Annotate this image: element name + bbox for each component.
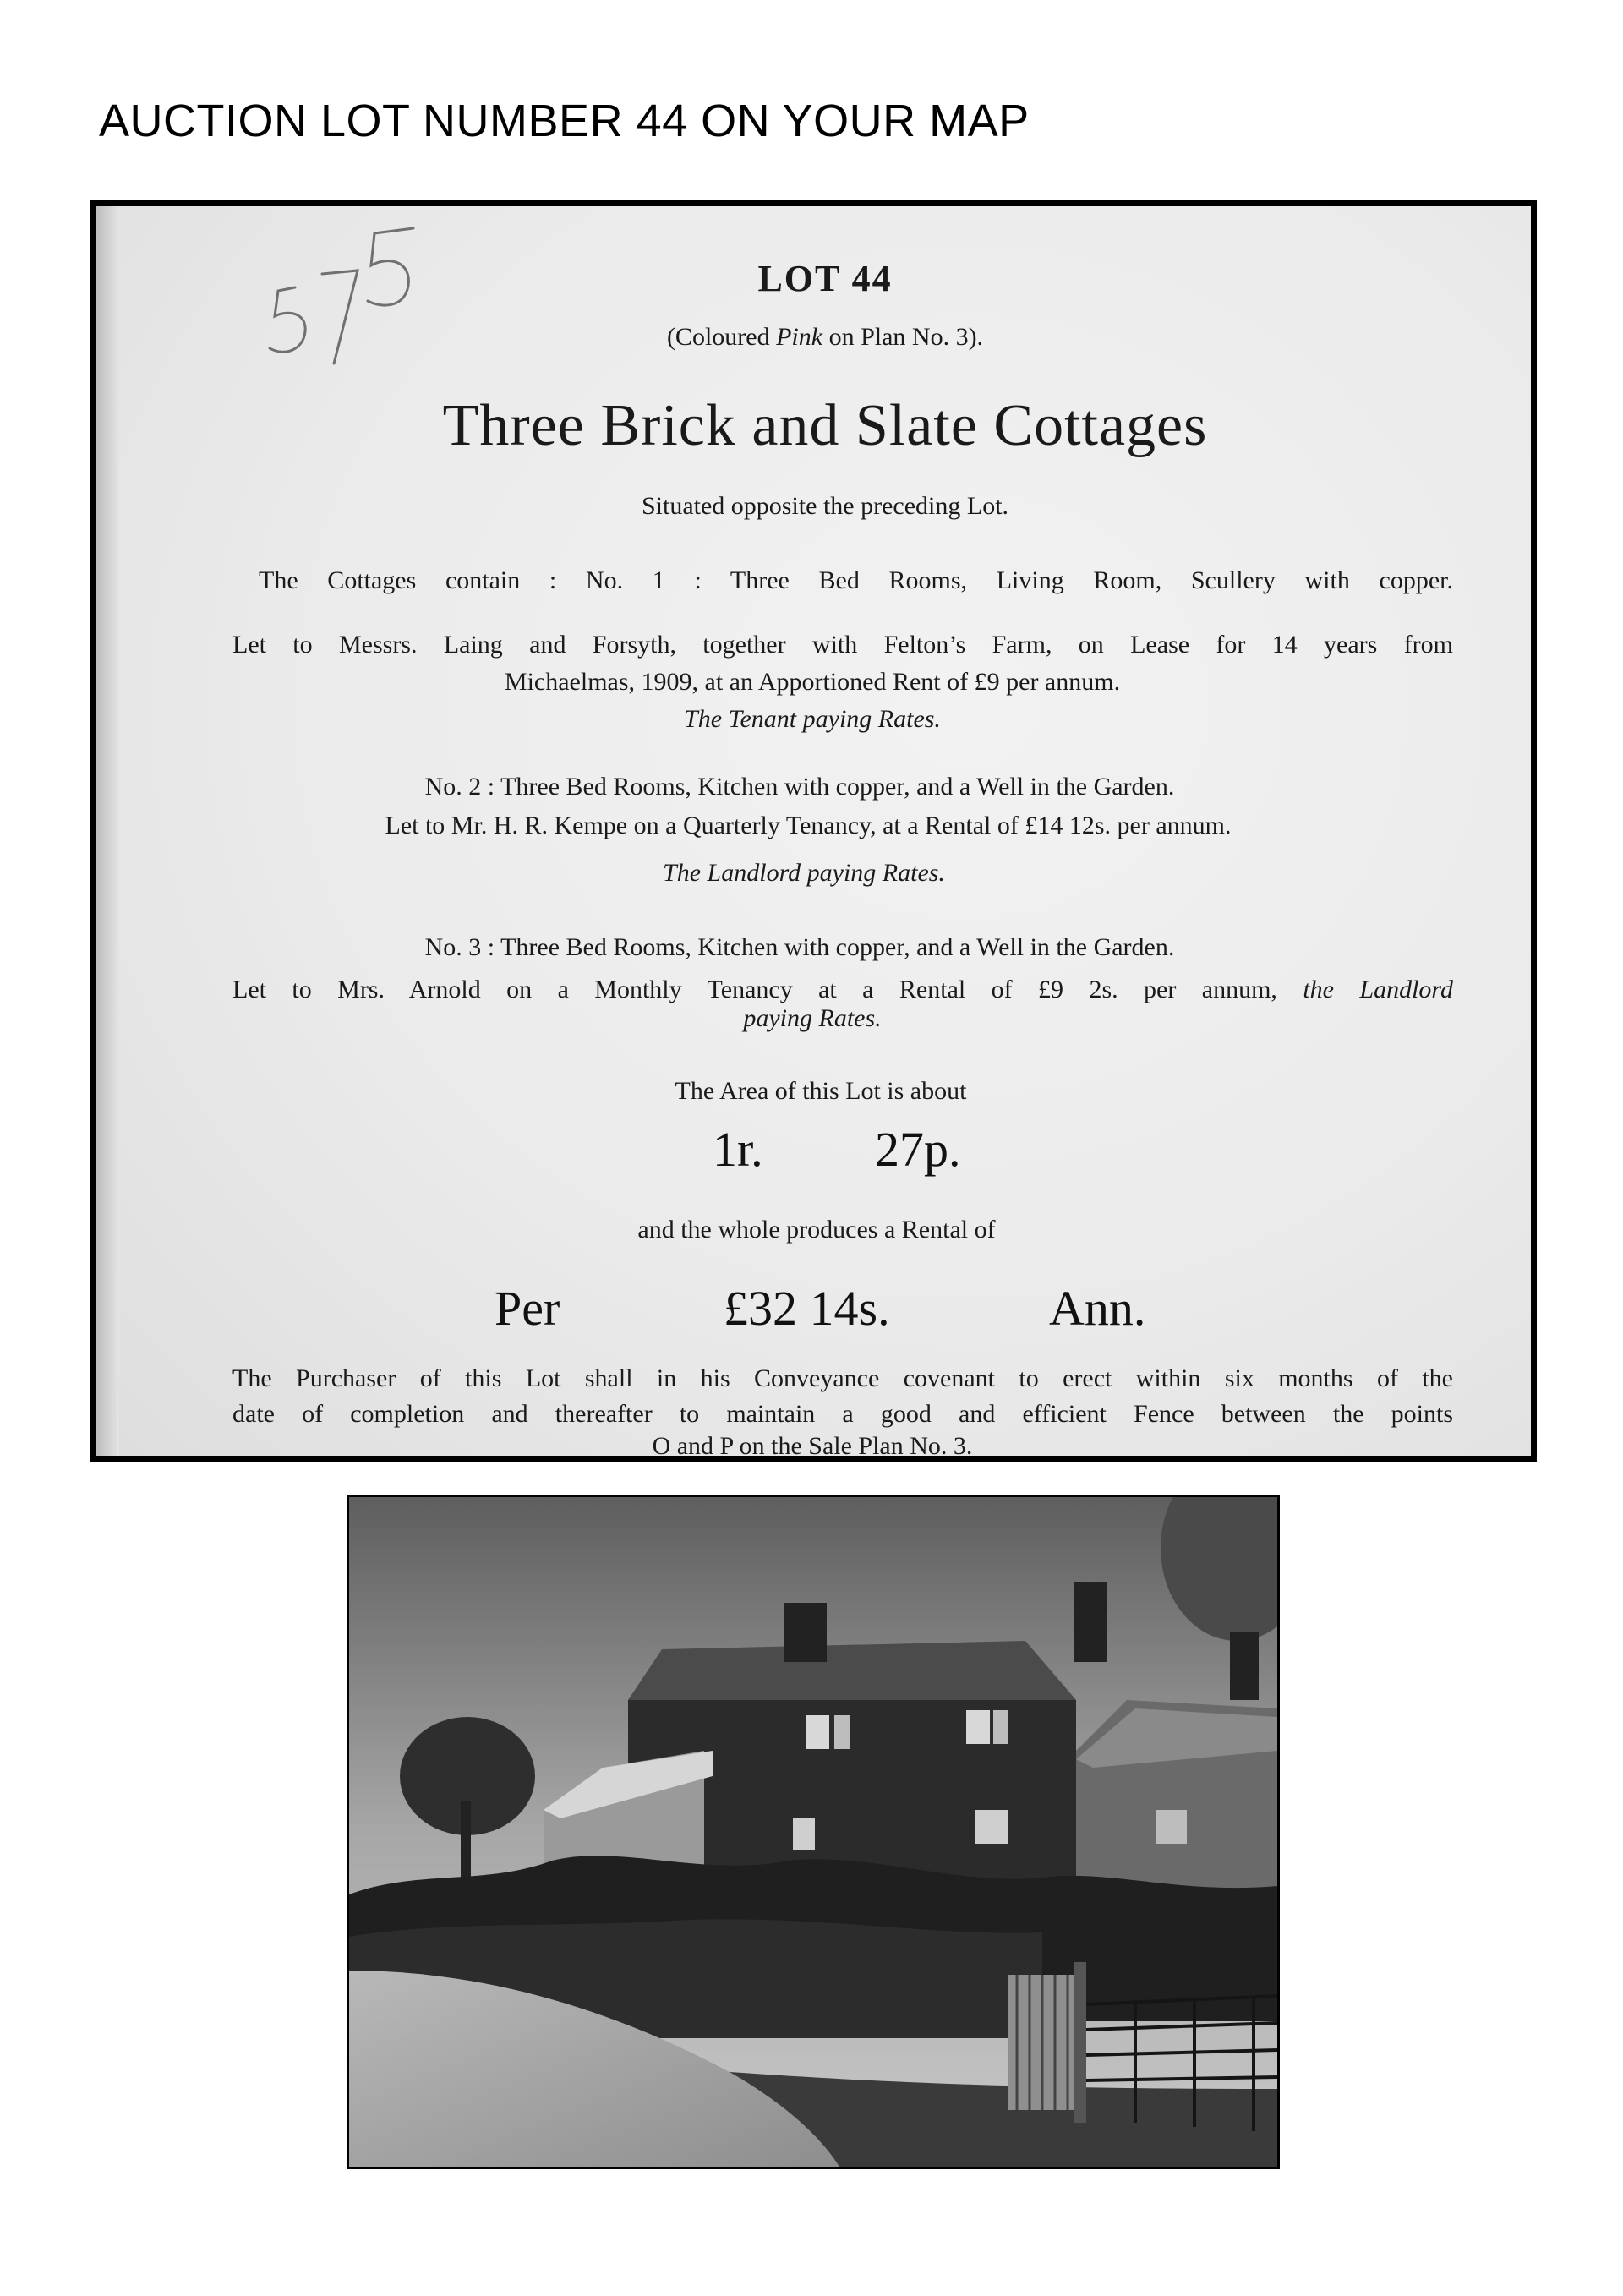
- rental-per: Per: [495, 1281, 560, 1336]
- lot-heading: Three Brick and Slate Cottages: [442, 393, 1208, 458]
- plan-reference: [119, 323, 1531, 352]
- area-roods: 1r.: [713, 1122, 763, 1177]
- cottage-3-let-text: Let to Mrs. Arnold on a Monthly Tenancy at a Rental of £9 2s. per annum,: [232, 976, 1303, 1003]
- cottage-2-contents: No. 2 : Three Bed Rooms, Kitchen with copper, and a Well in the Garden.: [424, 773, 1175, 801]
- rental-ann: Ann.: [1049, 1281, 1146, 1336]
- tree-left-trunk: [461, 1801, 471, 1886]
- cottage-2-rates: The Landlord paying Rates.: [663, 859, 945, 887]
- cottage-photo-illustration: [349, 1497, 1277, 2167]
- chimney-right: [1074, 1582, 1107, 1662]
- cottage-1-let-line-2: Michaelmas, 1909, at an Apportioned Rent of £9 per annum.: [504, 668, 1121, 696]
- cottage-3-let-line-1: [232, 976, 1453, 1004]
- rental-amount: £32 14s.: [724, 1281, 890, 1336]
- scan-paper: [119, 206, 1531, 1460]
- scanned-catalogue-page: [90, 200, 1537, 1462]
- window: [993, 1710, 1008, 1744]
- plan-reference-suffix: on Plan No. 3).: [822, 323, 984, 351]
- window: [975, 1810, 1008, 1844]
- cottage-roof: [628, 1641, 1076, 1700]
- rental-intro: and the whole produces a Rental of: [637, 1216, 996, 1244]
- covenant-line-1: The Purchaser of this Lot shall in his Conveyance covenant to erect within six months of the: [232, 1364, 1453, 1392]
- covenant-line-3: O and P on the Sale Plan No. 3.: [652, 1432, 973, 1460]
- cottage-1-rates: The Tenant paying Rates.: [684, 705, 941, 733]
- lot-situation: Situated opposite the preceding Lot.: [641, 492, 1009, 520]
- area-intro: The Area of this Lot is about: [675, 1077, 967, 1105]
- window: [966, 1710, 990, 1744]
- cottage-2-let: Let to Mr. H. R. Kempe on a Quarterly Tenancy, at a Rental of £14 12s. per annum.: [385, 812, 1232, 839]
- area-perches: 27p.: [875, 1122, 961, 1177]
- window: [806, 1715, 829, 1749]
- chimney-far-right: [1230, 1632, 1259, 1700]
- plan-reference-prefix: (Coloured: [666, 323, 777, 351]
- cottage-3-let-italic: the Landlord: [1303, 976, 1453, 1003]
- wooden-gate: [1008, 1962, 1086, 2123]
- chimney-left: [784, 1603, 827, 1662]
- cottage-photograph: [347, 1495, 1280, 2169]
- cottage-3-let-line-2: paying Rates.: [743, 1004, 882, 1032]
- cottage-1-contents: The Cottages contain : No. 1 : Three Bed Rooms, Living Room, Scullery with copper.: [259, 566, 1453, 594]
- handwritten-annotation-text: [263, 221, 265, 222]
- page-title: AUCTION LOT NUMBER 44 ON YOUR MAP: [99, 96, 1030, 146]
- plan-reference-colour: Pink: [776, 323, 823, 351]
- covenant-line-2: date of completion and thereafter to maintain a good and efficient Fence between the points: [232, 1400, 1453, 1428]
- window: [793, 1818, 815, 1850]
- window: [1156, 1810, 1187, 1844]
- cottage-1-let-line-1: Let to Messrs. Laing and Forsyth, together with Felton’s Farm, on Lease for 14 years from: [232, 631, 1453, 659]
- lot-number-title: LOT 44: [757, 258, 893, 299]
- window: [834, 1715, 850, 1749]
- cottage-3-contents: No. 3 : Three Bed Rooms, Kitchen with copper, and a Well in the Garden.: [424, 933, 1175, 961]
